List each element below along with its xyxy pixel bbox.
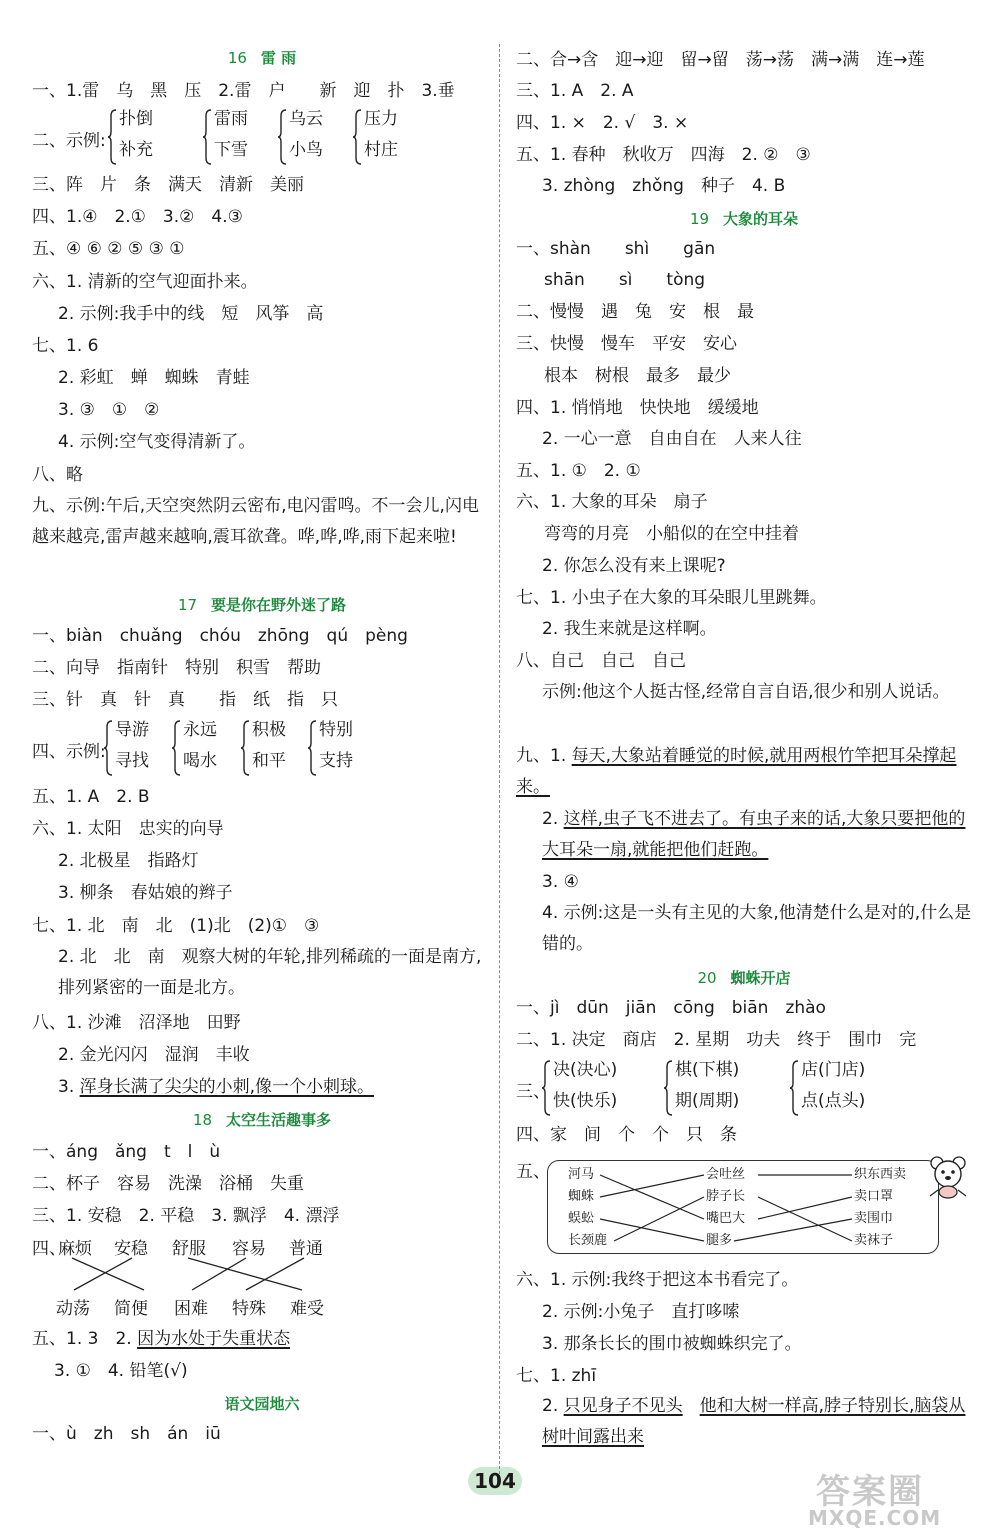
answer-line: 一、áng ǎng t l ù (32, 1142, 221, 1162)
answer-line: 根本 树根 最多 最少 (544, 366, 731, 386)
pair-top: 特别 (319, 720, 353, 740)
answer-line: 二、杯子 容易 洗澡 浴桶 失重 (32, 1174, 304, 1194)
pair-bottom: 点(点头) (801, 1091, 866, 1111)
answer-line: 二、慢慢 遇 兔 安 根 最 (516, 302, 754, 322)
page-number-text: 104 (474, 1469, 516, 1493)
answer-line: 四、1. × 2. √ 3. × (516, 113, 689, 133)
brace-icon (278, 109, 287, 165)
item-number: 九、1. (516, 746, 572, 766)
answer-line: 2. 北极星 指路灯 (58, 851, 199, 871)
answer-line: 五、④ ⑥ ② ⑤ ③ ① (32, 239, 185, 259)
answer-line: 3. ① 4. 铅笔(√) (54, 1361, 188, 1381)
underlined-answer: 浑身长满了尖尖的小刺,像一个小刺球。 (79, 1077, 375, 1097)
column-divider (499, 44, 500, 1484)
answer-line: 一、shàn shì gān (516, 239, 716, 259)
match-word: 腿多 (706, 1233, 733, 1248)
answer-paragraph (542, 804, 972, 866)
answer-line: 二、1. 决定 商店 2. 星期 功夫 终于 围巾 完 (516, 1030, 917, 1050)
brace-icon (172, 720, 181, 776)
answer-line: 2. 我生来就是这样啊。 (542, 619, 717, 639)
match-word: 容易 (232, 1239, 266, 1259)
answer-line: 七、1. 小虫子在大象的耳朵眼儿里跳舞。 (516, 588, 827, 608)
answer-line: 五、1. 春种 秋收万 四海 2. ② ③ (516, 145, 811, 165)
answer-paragraph (542, 1391, 972, 1453)
match-word: 嘴巴大 (706, 1211, 746, 1226)
brace-icon (203, 109, 212, 165)
answer-line: 3. 柳条 春姑娘的辫子 (58, 883, 233, 903)
lesson-17-title: 17 要是你在野外迷了路 (177, 596, 347, 614)
pair-top: 雷雨 (214, 109, 248, 129)
match-word: 蜈蚣 (568, 1211, 595, 1226)
answer-line (32, 1327, 290, 1351)
lesson-20-title: 20 蜘蛛开店 (697, 969, 791, 987)
word-pair (108, 107, 184, 169)
answer-line: 一、jì dūn jiān cōng biān zhào (516, 998, 826, 1018)
match-word: 特殊 (232, 1299, 266, 1319)
answer-line: 三、针 真 针 真 指 纸 指 只 (32, 690, 338, 710)
answer-line (58, 1075, 374, 1099)
lesson-18-title: 18 太空生活趣事多 (192, 1111, 332, 1129)
pair-bottom: 寻找 (115, 751, 149, 771)
watermark-logo (808, 1464, 973, 1530)
word-pair (664, 1058, 774, 1120)
answer-line: 四、1. 悄悄地 快快地 缓缓地 (516, 398, 759, 418)
word-pair (353, 107, 429, 169)
item-number: 3. (58, 1077, 80, 1097)
match-word: 脖子长 (706, 1189, 746, 1204)
pair-bottom: 喝水 (183, 751, 217, 771)
watermark-url: MXQE.COM (808, 1506, 942, 1530)
pair-top: 乌云 (289, 109, 323, 129)
match-word: 蜘蛛 (568, 1189, 595, 1204)
answer-line: 八、略 (32, 465, 83, 485)
group-label: 三、 (516, 1082, 550, 1102)
watermark-text: 答案圈 (816, 1472, 924, 1512)
pair-top: 压力 (364, 109, 398, 129)
match-word: 麻烦 (58, 1239, 92, 1259)
answer-paragraph: 九、示例:午后,天空突然阴云密布,电闪雷鸣。不一会儿,闪电越来越亮,雷声越来越响,震耳欲聋。哗,哗,哗,雨下起来啦! (32, 496, 479, 547)
answer-line: 2. 你怎么没有来上课呢? (542, 556, 726, 576)
item-number: 五、1. 3 2. (32, 1329, 138, 1349)
match-word: 卖袜子 (854, 1233, 894, 1248)
underlined-answer: 他和大树一样高,脖子特别长,脑袋从树叶间露出来 (542, 1396, 966, 1447)
answer-line: 3. zhòng zhǒng 种子 4. B (542, 176, 786, 196)
answer-line: 2. 彩虹 蝉 蜘蛛 青蛙 (58, 368, 250, 388)
word-pair (790, 1058, 900, 1120)
underlined-answer: 只见身子不见头 (563, 1396, 683, 1416)
answer-line: 2. 金光闪闪 湿润 丰收 (58, 1045, 250, 1065)
answer-line: 六、1. 示例:我终于把这本书看完了。 (516, 1270, 799, 1290)
pair-top: 积极 (252, 720, 286, 740)
word-pair (278, 107, 354, 169)
pair-bottom: 和平 (252, 751, 286, 771)
match-word: 普通 (289, 1239, 323, 1259)
item-number: 2. (542, 809, 564, 829)
underlined-answer: 每天,大象站着睡觉的时候,就用两根竹竿把耳朵撑起来。 (516, 746, 957, 797)
spacer-text (683, 1396, 700, 1416)
answer-line: 一、biàn chuǎng chóu zhōng qú pèng (32, 626, 408, 646)
brace-icon (664, 1060, 673, 1116)
match-word: 困难 (174, 1299, 208, 1319)
answer-line: 七、1. zhī (516, 1366, 597, 1386)
answer-line: 五、1. A 2. B (32, 787, 150, 807)
answer-line: 八、1. 沙滩 沼泽地 田野 (32, 1013, 241, 1033)
word-pair (203, 107, 279, 169)
match-word: 动荡 (56, 1299, 90, 1319)
lesson-20-pairs (516, 1058, 972, 1120)
lesson-16-title: 16 雷 雨 (227, 49, 297, 67)
match-word: 长颈鹿 (568, 1233, 608, 1248)
answer-line: 七、1. 6 (32, 336, 99, 356)
answer-paragraph: 2. 北 北 南 观察大树的年轮,排列稀疏的一面是南方,排列紧密的一面是北方。 (58, 947, 482, 998)
pair-top: 决(决心) (553, 1060, 618, 1080)
match-word: 简便 (114, 1299, 148, 1319)
match-word: 会吐丝 (706, 1167, 746, 1182)
pair-top: 导游 (115, 720, 149, 740)
word-pair (542, 1058, 652, 1120)
pair-bottom: 小鸟 (289, 140, 323, 160)
answer-line: 三、阵 片 条 满天 清新 美丽 (32, 175, 304, 195)
lesson-16-pairs (32, 107, 492, 169)
pair-bottom: 村庄 (364, 140, 398, 160)
answer-line: 3. ④ (542, 872, 579, 892)
brace-icon (308, 720, 317, 776)
pair-bottom: 快(快乐) (553, 1091, 618, 1111)
answer-line: 六、1. 太阳 忠实的向导 (32, 819, 224, 839)
answer-line: 二、向导 指南针 特别 积雪 帮助 (32, 658, 321, 678)
underlined-answer: 因为水处于失重状态 (137, 1329, 291, 1349)
lesson-19-title: 19 大象的耳朵 (689, 210, 799, 228)
answer-line: 五、1. ① 2. ① (516, 461, 641, 481)
brace-icon (104, 720, 113, 776)
pair-bottom: 下雪 (214, 140, 248, 160)
match-word: 安稳 (114, 1239, 148, 1259)
answer-line: 2. 示例:我手中的线 短 风筝 高 (58, 304, 324, 324)
match-word: 卖围巾 (854, 1211, 894, 1226)
matching-lines (548, 1161, 938, 1253)
item-number: 2. (542, 1396, 564, 1416)
answer-paragraph (516, 741, 972, 803)
pair-top: 棋(下棋) (675, 1060, 740, 1080)
answer-line: 2. 示例:小兔子 直打哆嗦 (542, 1302, 740, 1322)
answer-line: 八、自己 自己 自己 (516, 651, 686, 671)
antonym-matching (32, 1234, 492, 1318)
answer-line: 七、1. 北 南 北 (1)北 (2)① ③ (32, 916, 320, 936)
yuwen-yuandi-6-title: 语文园地六 (224, 1395, 300, 1413)
matching-box (547, 1160, 939, 1254)
brace-icon (542, 1060, 551, 1116)
match-word: 织东西卖 (854, 1167, 907, 1182)
answer-line: 3. ③ ① ② (58, 400, 160, 420)
answer-line: shān sì tòng (544, 270, 706, 290)
answer-line: 六、1. 大象的耳朵 扇子 (516, 492, 708, 512)
lesson-17-pairs (32, 718, 492, 780)
answer-line: 三、1. A 2. A (516, 81, 634, 101)
pair-top: 店(门店) (801, 1060, 866, 1080)
group-label: 四、示例: (32, 742, 106, 762)
word-pair (172, 718, 248, 780)
answer-line: 一、ù zh sh án iū (32, 1424, 221, 1444)
answer-line: 2. 一心一意 自由自在 人来人往 (542, 429, 802, 449)
pair-bottom: 期(周期) (675, 1091, 740, 1111)
answer-line: 3. 那条长长的围巾被蜘蛛织完了。 (542, 1334, 802, 1354)
answer-line: 三、快慢 慢车 平安 安心 (516, 334, 737, 354)
brace-icon (353, 109, 362, 165)
answer-line: 四、家 间 个 个 只 条 (516, 1125, 737, 1145)
match-word: 舒服 (172, 1239, 206, 1259)
answer-line: 一、1.雷 乌 黑 压 2.雷 户 新 迎 扑 3.垂 (32, 81, 455, 101)
word-pair (308, 718, 384, 780)
answer-line: 四、1.④ 2.① 3.② 4.③ (32, 207, 243, 227)
brace-icon (241, 720, 250, 776)
answer-line: 二、合→含 迎→迎 留→留 荡→荡 满→满 连→莲 (516, 50, 925, 70)
match-word: 难受 (290, 1299, 324, 1319)
group-label: 五、 (516, 1162, 550, 1182)
word-pair (241, 718, 317, 780)
word-pair (104, 718, 180, 780)
pair-top: 扑倒 (119, 109, 153, 129)
answer-line: 六、1. 清新的空气迎面扑来。 (32, 272, 258, 292)
match-word: 卖口罩 (854, 1189, 894, 1204)
match-word: 河马 (568, 1167, 595, 1182)
answer-line: 三、1. 安稳 2. 平稳 3. 飘浮 4. 漂浮 (32, 1206, 340, 1226)
underlined-answer: 这样,虫子飞不进去了。有虫子来的话,大象只要把他的大耳朵一扇,就能把他们赶跑。 (542, 809, 966, 860)
brace-icon (790, 1060, 799, 1116)
group-label: 二、示例: (32, 131, 106, 151)
answer-line: 弯弯的月亮 小船似的在空中挂着 (544, 524, 799, 544)
page-number (462, 1466, 528, 1496)
answer-paragraph: 示例:他这个人挺古怪,经常自言自语,很少和别人说话。 (542, 682, 950, 702)
pair-bottom: 补充 (119, 140, 153, 160)
group-label: 四、 (32, 1239, 66, 1259)
cartoon-bear-icon (924, 1152, 972, 1200)
answer-line: 4. 示例:空气变得清新了。 (58, 432, 256, 452)
pair-bottom: 支持 (319, 751, 353, 771)
answer-paragraph: 4. 示例:这是一头有主见的大象,他清楚什么是对的,什么是错的。 (542, 903, 972, 954)
brace-icon (108, 109, 117, 165)
pair-top: 永远 (183, 720, 217, 740)
